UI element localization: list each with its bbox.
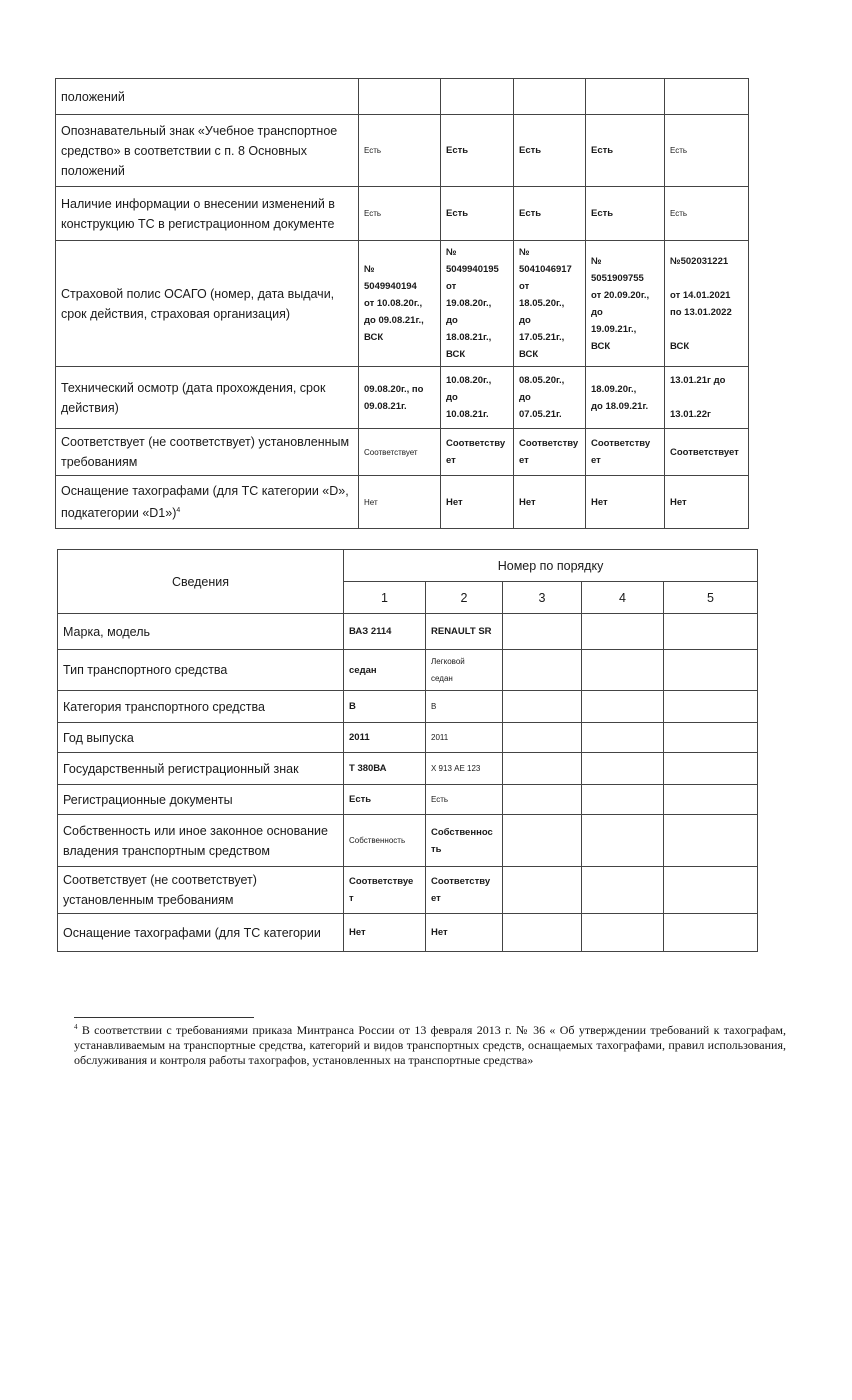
value-cell xyxy=(503,650,582,691)
value-line xyxy=(669,924,752,941)
table-row xyxy=(56,187,749,241)
value-cell xyxy=(344,723,426,753)
value-line: 08.05.20г., xyxy=(519,375,565,386)
value-line: ет xyxy=(446,455,456,466)
value-line xyxy=(587,924,658,941)
value-line: В xyxy=(349,701,356,712)
column-number: 1 xyxy=(344,582,426,614)
row-label xyxy=(58,753,344,785)
row-label xyxy=(58,691,344,723)
row-label xyxy=(58,723,344,753)
table-header-row xyxy=(58,550,758,582)
value-line: до xyxy=(519,315,531,326)
value-line xyxy=(587,882,658,899)
table-row xyxy=(58,614,758,650)
row-label xyxy=(56,241,359,367)
value-cell xyxy=(426,691,503,723)
value-line: до xyxy=(446,392,458,403)
value-line: № xyxy=(446,247,457,258)
value-cell xyxy=(582,614,664,650)
table-row xyxy=(58,914,758,952)
table-row xyxy=(56,476,749,529)
value-cell xyxy=(665,367,749,429)
value-line: Есть xyxy=(446,145,469,156)
row-label-text: Государственный регистрационный знак xyxy=(63,761,299,776)
value-line: Т 380ВА xyxy=(349,763,387,774)
value-line: 5051909755 xyxy=(591,272,644,284)
value-cell xyxy=(514,187,586,241)
value-line: от 20.09.20г., xyxy=(591,289,650,301)
row-label xyxy=(58,785,344,815)
value-line xyxy=(508,924,576,941)
row-label-text: Оснащение тахографами (для ТС категории xyxy=(63,925,321,940)
table-row xyxy=(56,241,749,367)
value-line: 13.01.21г до xyxy=(670,375,726,386)
value-line: ВСК xyxy=(670,340,690,352)
value-line: от 14.01.2021 xyxy=(670,289,731,301)
value-line: ет xyxy=(431,893,441,904)
value-cell xyxy=(441,367,514,429)
value-line xyxy=(508,832,576,849)
row-label xyxy=(56,115,359,187)
value-line: Есть xyxy=(670,209,688,218)
value-cell xyxy=(344,785,426,815)
row-label-text: Наличие информации о внесении изменений в конструкцию ТС в регистрационном документе xyxy=(61,196,335,231)
row-label xyxy=(58,914,344,952)
table-row xyxy=(58,867,758,914)
value-cell xyxy=(503,614,582,650)
column-number: 5 xyxy=(664,582,758,614)
value-cell xyxy=(359,115,441,187)
value-line: 09.08.20г., по xyxy=(364,383,424,395)
value-cell xyxy=(664,614,758,650)
value-cell xyxy=(514,115,586,187)
row-label xyxy=(56,367,359,429)
row-label-text: Технический осмотр (дата прохождения, срок действия) xyxy=(61,380,326,415)
value-line xyxy=(587,832,658,849)
value-line: т xyxy=(349,893,354,904)
value-line: Есть xyxy=(591,145,614,156)
value-cell xyxy=(426,650,503,691)
footnote-text: В соответствии с требованиями приказа Минтранса России от 13 февраля 2013 г. № 36 « Об утверждении требований к тахографам, устанавливаемым на транспортные средства, категорий и видов транспортных средств, оснащаемых тахографами, правил использования, обслуживания и контроля работы тахографов, установленных на транспортные средства» xyxy=(74,1023,786,1067)
value-line: В xyxy=(431,702,437,711)
value-line: 19.09.21г., xyxy=(591,323,637,335)
value-line: от 10.08.20г., xyxy=(364,298,423,309)
row-label-text: Соответствует (не соответствует) установленным требованиям xyxy=(61,435,350,469)
table-row xyxy=(58,691,758,723)
value-line: Собственность xyxy=(349,836,406,845)
value-line: 5049940195 xyxy=(446,264,499,275)
value-cell xyxy=(582,815,664,867)
vehicle-info-table xyxy=(57,549,758,952)
table-row xyxy=(58,785,758,815)
value-line: Соответствует xyxy=(364,447,418,457)
value-line: Нет xyxy=(364,497,378,507)
footnote-mark: 4 xyxy=(74,1023,78,1031)
value-line xyxy=(591,88,659,105)
value-line: Есть xyxy=(349,794,372,805)
value-line: Нет xyxy=(591,496,608,508)
value-cell xyxy=(503,867,582,914)
value-cell xyxy=(441,79,514,115)
value-line xyxy=(669,698,752,715)
value-line: 5049940194 xyxy=(364,281,417,292)
value-cell xyxy=(514,476,586,529)
value-line: Соответству xyxy=(591,438,651,449)
value-line: Есть xyxy=(364,146,382,155)
value-cell xyxy=(426,785,503,815)
value-cell xyxy=(665,429,749,476)
value-line: Есть xyxy=(519,145,542,156)
value-cell xyxy=(586,476,665,529)
value-line: 19.08.20г., xyxy=(446,298,492,309)
value-line: Нет xyxy=(519,496,536,508)
value-line xyxy=(508,698,576,715)
value-cell xyxy=(359,79,441,115)
row-label xyxy=(58,867,344,914)
value-cell xyxy=(664,753,758,785)
value-cell xyxy=(503,914,582,952)
value-cell xyxy=(503,815,582,867)
table-row xyxy=(56,79,749,115)
value-line xyxy=(587,662,658,679)
value-line: 18.09.20г., xyxy=(591,383,637,395)
value-line xyxy=(669,791,752,808)
value-line: № xyxy=(591,255,602,267)
column-number: 2 xyxy=(426,582,503,614)
value-line xyxy=(670,389,743,406)
row-label-text: Собственность или иное законное основание владения транспортным средством xyxy=(63,823,328,858)
value-line: ВСК xyxy=(591,340,611,352)
value-line: Есть xyxy=(519,208,542,219)
value-line: Нет xyxy=(349,927,366,938)
value-line: седан xyxy=(349,664,377,676)
value-cell xyxy=(441,429,514,476)
value-line: до 09.08.21г., xyxy=(364,315,424,326)
column-number: 4 xyxy=(582,582,664,614)
table-row xyxy=(56,115,749,187)
value-line: от xyxy=(519,281,530,292)
row-label xyxy=(58,614,344,650)
value-cell xyxy=(426,867,503,914)
value-cell xyxy=(514,241,586,367)
value-cell xyxy=(441,476,514,529)
value-line: ВСК xyxy=(446,349,466,360)
table-row xyxy=(58,650,758,691)
value-cell xyxy=(586,187,665,241)
row-label xyxy=(56,476,359,529)
row-label-text: Марка, модель xyxy=(63,624,151,639)
value-line xyxy=(519,88,580,105)
value-line: Легковой xyxy=(431,657,465,666)
value-line: Нет xyxy=(446,496,463,508)
value-cell xyxy=(586,115,665,187)
value-cell xyxy=(664,650,758,691)
row-label xyxy=(56,79,359,115)
value-cell xyxy=(426,753,503,785)
value-cell xyxy=(586,367,665,429)
value-line xyxy=(508,662,576,679)
value-cell xyxy=(441,187,514,241)
value-cell xyxy=(441,115,514,187)
value-cell xyxy=(426,914,503,952)
value-line: Есть xyxy=(591,208,614,219)
table-row xyxy=(58,815,758,867)
row-label xyxy=(56,429,359,476)
value-line xyxy=(508,882,576,899)
value-line: ет xyxy=(591,455,601,466)
row-label-text: положений xyxy=(61,89,125,104)
value-cell xyxy=(503,723,582,753)
row-label xyxy=(58,650,344,691)
value-line xyxy=(669,832,752,849)
value-line: Есть xyxy=(364,209,382,218)
value-cell xyxy=(359,241,441,367)
value-line: 13.01.22г xyxy=(670,409,711,420)
row-label-text: Опознавательный знак «Учебное транспортное средство» в соответствии с п. 8 Основных положений xyxy=(61,123,338,178)
value-line xyxy=(669,662,752,679)
value-cell xyxy=(426,815,503,867)
value-line xyxy=(670,321,743,338)
row-label xyxy=(58,815,344,867)
value-cell xyxy=(664,691,758,723)
table-row xyxy=(58,753,758,785)
value-line: RENAULT SR xyxy=(431,626,492,637)
value-line: Соответствует xyxy=(670,446,739,458)
value-line xyxy=(670,88,743,105)
value-line xyxy=(587,760,658,777)
value-line: 2011 xyxy=(431,733,449,742)
value-cell xyxy=(426,614,503,650)
value-cell xyxy=(586,429,665,476)
value-line: по 13.01.2022 xyxy=(670,306,732,318)
row-label-text: Регистрационные документы xyxy=(63,792,233,807)
value-cell xyxy=(665,241,749,367)
value-line: ВАЗ 2114 xyxy=(349,626,392,637)
value-cell xyxy=(586,241,665,367)
row-label-text: Соответствует (не соответствует) установленным требованиям xyxy=(63,873,257,907)
value-cell xyxy=(344,815,426,867)
value-cell xyxy=(441,241,514,367)
value-line: 18.08.21г., xyxy=(446,332,492,343)
value-cell xyxy=(514,367,586,429)
value-line: Есть xyxy=(446,208,469,219)
column-number: 3 xyxy=(503,582,582,614)
value-line xyxy=(587,623,658,640)
value-line xyxy=(508,760,576,777)
value-line xyxy=(587,791,658,808)
header-group: Номер по порядку xyxy=(344,550,758,582)
value-cell xyxy=(665,115,749,187)
value-line: Нет xyxy=(431,927,448,938)
value-line: до xyxy=(591,306,603,318)
value-line xyxy=(670,270,743,287)
value-line: Соответствуе xyxy=(349,876,414,887)
vehicle-requirements-table-continued xyxy=(55,78,749,529)
value-line: 10.08.21г. xyxy=(446,409,489,420)
row-label xyxy=(56,187,359,241)
value-line xyxy=(446,88,508,105)
value-line: седан xyxy=(431,674,453,683)
value-line xyxy=(669,623,752,640)
value-line: до 18.09.21г. xyxy=(591,400,649,412)
value-line: Соответству xyxy=(519,438,579,449)
value-cell xyxy=(664,815,758,867)
value-line xyxy=(508,623,576,640)
value-cell xyxy=(359,429,441,476)
value-line: Нет xyxy=(670,496,687,508)
value-line: 2011 xyxy=(349,732,370,743)
value-line: 5041046917 xyxy=(519,264,572,275)
row-label-text: Страховой полис ОСАГО (номер, дата выдачи, срок действия, страховая организация) xyxy=(61,286,335,321)
value-line xyxy=(587,729,658,746)
value-cell xyxy=(582,914,664,952)
value-cell xyxy=(665,187,749,241)
value-cell xyxy=(586,79,665,115)
row-label-text: Категория транспортного средства xyxy=(63,699,265,714)
value-cell xyxy=(344,753,426,785)
value-cell xyxy=(344,650,426,691)
value-cell xyxy=(359,476,441,529)
value-cell xyxy=(359,187,441,241)
footnote xyxy=(74,1020,786,1068)
value-line: 07.05.21г. xyxy=(519,409,562,420)
value-line: № xyxy=(519,247,530,258)
value-line: Х 913 АЕ 123 xyxy=(431,764,481,773)
table-row xyxy=(58,723,758,753)
value-line: Собственнос xyxy=(431,826,493,838)
value-cell xyxy=(582,650,664,691)
value-cell xyxy=(503,753,582,785)
value-cell xyxy=(665,79,749,115)
value-cell xyxy=(582,785,664,815)
footnote-reference: 4 xyxy=(176,506,181,514)
value-line: №502031221 xyxy=(670,255,729,267)
value-line: Соответству xyxy=(431,876,491,887)
value-cell xyxy=(664,723,758,753)
value-cell xyxy=(664,914,758,952)
value-line xyxy=(364,88,435,105)
value-cell xyxy=(582,753,664,785)
value-line: ет xyxy=(519,455,529,466)
value-line: ть xyxy=(431,843,442,855)
value-line xyxy=(508,729,576,746)
value-cell xyxy=(426,723,503,753)
value-cell xyxy=(503,785,582,815)
row-label-text: Тип транспортного средства xyxy=(63,663,228,677)
row-label-text: Оснащение тахографами (для ТС категории «D», подкатегории «D1») xyxy=(61,483,349,521)
value-cell xyxy=(359,367,441,429)
value-line: 10.08.20г., xyxy=(446,375,492,386)
value-cell xyxy=(344,691,426,723)
value-line xyxy=(587,698,658,715)
header-label: Сведения xyxy=(58,550,344,614)
value-line: Есть xyxy=(670,146,688,155)
value-line: от xyxy=(446,281,457,292)
value-line xyxy=(508,791,576,808)
value-line: Соответству xyxy=(446,438,506,449)
value-line: 09.08.21г. xyxy=(364,400,407,412)
table-row xyxy=(56,367,749,429)
value-cell xyxy=(664,867,758,914)
value-cell xyxy=(514,429,586,476)
value-line: Есть xyxy=(431,795,449,804)
value-cell xyxy=(582,867,664,914)
footnote-divider xyxy=(74,1017,254,1018)
value-line xyxy=(669,760,752,777)
value-line: ВСК xyxy=(364,332,384,343)
value-cell xyxy=(582,723,664,753)
value-cell xyxy=(514,79,586,115)
value-line: до xyxy=(446,315,458,326)
value-line: 18.05.20г., xyxy=(519,298,565,309)
value-line: № xyxy=(364,264,375,275)
value-line: 17.05.21г., xyxy=(519,332,565,343)
value-cell xyxy=(582,691,664,723)
value-cell xyxy=(503,691,582,723)
value-cell xyxy=(665,476,749,529)
row-label-text: Год выпуска xyxy=(63,730,134,745)
value-cell xyxy=(344,867,426,914)
value-cell xyxy=(344,614,426,650)
value-cell xyxy=(664,785,758,815)
value-line xyxy=(669,882,752,899)
value-cell xyxy=(344,914,426,952)
table-row xyxy=(56,429,749,476)
value-line xyxy=(669,729,752,746)
value-line: до xyxy=(519,392,531,403)
value-line: ВСК xyxy=(519,349,539,360)
